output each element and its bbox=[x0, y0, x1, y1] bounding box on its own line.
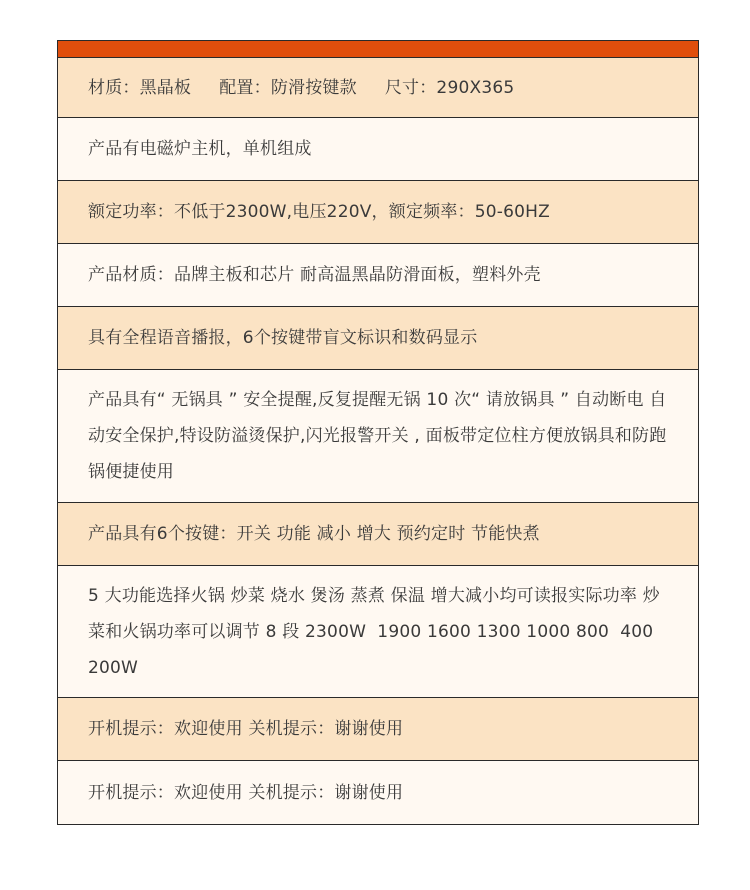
spec-row-prompt-1 bbox=[58, 698, 698, 761]
spec-row-text: 材质：黑晶板 配置：防滑按键款 尺寸：290X365 bbox=[88, 77, 515, 98]
spec-table bbox=[57, 40, 699, 825]
spec-row-text: 开机提示：欢迎使用 关机提示：谢谢使用 bbox=[88, 782, 404, 803]
spec-row-power bbox=[58, 181, 698, 244]
spec-row-voice bbox=[58, 307, 698, 370]
spec-row-composition bbox=[58, 118, 698, 181]
header-accent-bar bbox=[58, 41, 698, 58]
spec-row-prompt-2 bbox=[58, 761, 698, 824]
spec-row-functions bbox=[58, 566, 698, 698]
spec-row-product-material bbox=[58, 244, 698, 307]
spec-row-text: 额定功率：不低于2300W,电压220V，额定频率：50-60HZ bbox=[88, 202, 550, 222]
spec-row-text: 产品有电磁炉主机，单机组成 bbox=[88, 139, 312, 159]
spec-row-material bbox=[58, 58, 698, 118]
spec-row-text: 产品材质：品牌主板和芯片 耐高温黑晶防滑面板，塑料外壳 bbox=[88, 265, 541, 285]
spec-row-safety bbox=[58, 370, 698, 503]
spec-row-text: 5 大功能选择火锅 炒菜 烧水 煲汤 蒸煮 保温 增大减小均可读报实际功率 炒菜和火锅功率可以调节 8 段 2300W 1900 1600 1300 1000 800 400 200W bbox=[88, 585, 660, 678]
spec-row-text: 产品具有“ 无锅具 ” 安全提醒,反复提醒无锅 10 次“ 请放锅具 ” 自动断电 自动安全保护,特设防溢烫保护,闪光报警开关 , 面板带定位柱方便放锅具和防跑锅便捷使用 bbox=[88, 390, 667, 482]
spec-row-text: 产品具有6个按键：开关 功能 减小 增大 预约定时 节能快煮 bbox=[88, 524, 540, 544]
spec-row-buttons bbox=[58, 503, 698, 566]
spec-row-text: 具有全程语音播报，6个按键带盲文标识和数码显示 bbox=[88, 328, 478, 348]
spec-row-text: 开机提示：欢迎使用 关机提示：谢谢使用 bbox=[88, 719, 404, 739]
